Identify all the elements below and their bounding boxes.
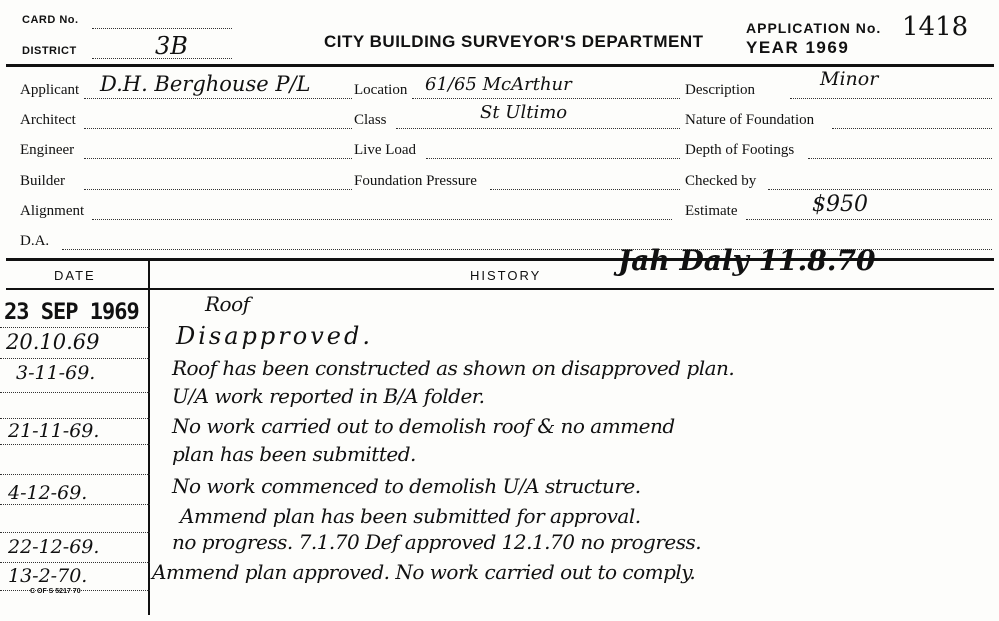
da-label: D.A. [20,233,50,249]
history-text: No work commenced to demolish U/A structure. [172,474,641,498]
foundation-pressure-label: Foundation Pressure [354,173,477,189]
card-no-line [92,28,232,29]
history-text: no progress. 7.1.70 Def approved 12.1.70 no progress. [172,530,702,554]
application-no-value: 1418 [902,12,969,42]
date-row-sep [0,418,150,419]
applicant-label: Applicant [20,82,80,98]
depth-of-footings-label: Depth of Footings [685,142,795,158]
history-text: Ammend plan approved. No work carried out to comply. [152,560,696,584]
date-row-sep [0,562,150,563]
district-label: DISTRICT [22,45,77,57]
foundation-pressure-line [490,189,680,190]
date-row-sep [0,474,150,475]
architect-label: Architect [20,112,76,128]
history-text: plan has been submitted. [172,442,416,466]
engineer-label: Engineer [20,142,75,158]
signature-note: Jah Daly 11.8.70 [618,244,876,277]
history-text: Disapproved. [176,322,373,350]
history-text: Roof has been constructed as shown on disapproved plan. [172,356,735,380]
history-column-header: HISTORY [470,268,542,283]
history-date: 3-11-69. [16,362,96,384]
header-rule [6,64,994,67]
description-line [790,98,992,99]
history-text: Ammend plan has been submitted for approval. [180,504,641,528]
history-date: 22-12-69. [8,536,100,558]
checked-by-label: Checked by [685,173,757,189]
history-date: 21-11-69. [8,420,100,442]
location-line [412,98,680,99]
alignment-line [92,219,672,220]
form-code: C OF S 5217 70 [30,588,81,595]
location-value-2: St Ultimo [480,102,568,123]
history-date: 23 SEP 1969 [4,300,139,325]
history-date: 20.10.69 [6,330,100,354]
estimate-value: $950 [812,192,868,217]
live-load-label: Live Load [354,142,417,158]
builder-label: Builder [20,173,65,189]
history-text: No work carried out to demolish roof & no ammend [172,414,675,438]
department-title: CITY BUILDING SURVEYOR'S DEPARTMENT [324,32,704,51]
live-load-line [426,158,680,159]
location-value-1: 61/65 McArthur [425,74,572,95]
date-row-sep [0,327,150,328]
description-value: Minor [820,68,879,90]
description-label: Description [685,82,755,98]
history-header-rule [6,288,994,290]
date-row-sep [0,532,150,533]
history-text: U/A work reported in B/A folder. [172,384,485,408]
applicant-line [84,98,352,99]
district-value: 3B [155,32,188,60]
history-date: 13-2-70. [8,565,88,587]
class-label: Class [354,112,387,128]
engineer-line [84,158,352,159]
card-no-label: CARD No. [22,14,79,26]
year-label: YEAR 1969 [746,38,850,57]
history-date: 4-12-69. [8,482,88,504]
builder-line [84,189,352,190]
date-row-sep [0,358,150,359]
alignment-label: Alignment [20,203,85,219]
nature-of-foundation-label: Nature of Foundation [685,112,815,128]
history-text: Roof [205,292,250,316]
architect-line [84,128,352,129]
class-line [396,128,680,129]
date-row-sep [0,504,150,505]
checked-by-line [768,189,992,190]
depth-of-footings-line [808,158,992,159]
application-no-label: APPLICATION No. [746,20,882,36]
date-column-header: DATE [54,268,96,283]
applicant-value: D.H. Berghouse P/L [100,72,311,96]
estimate-line [746,219,992,220]
date-row-sep [0,392,150,393]
location-label: Location [354,82,408,98]
date-row-sep [0,444,150,445]
nature-of-foundation-line [832,128,992,129]
estimate-label: Estimate [685,203,738,219]
